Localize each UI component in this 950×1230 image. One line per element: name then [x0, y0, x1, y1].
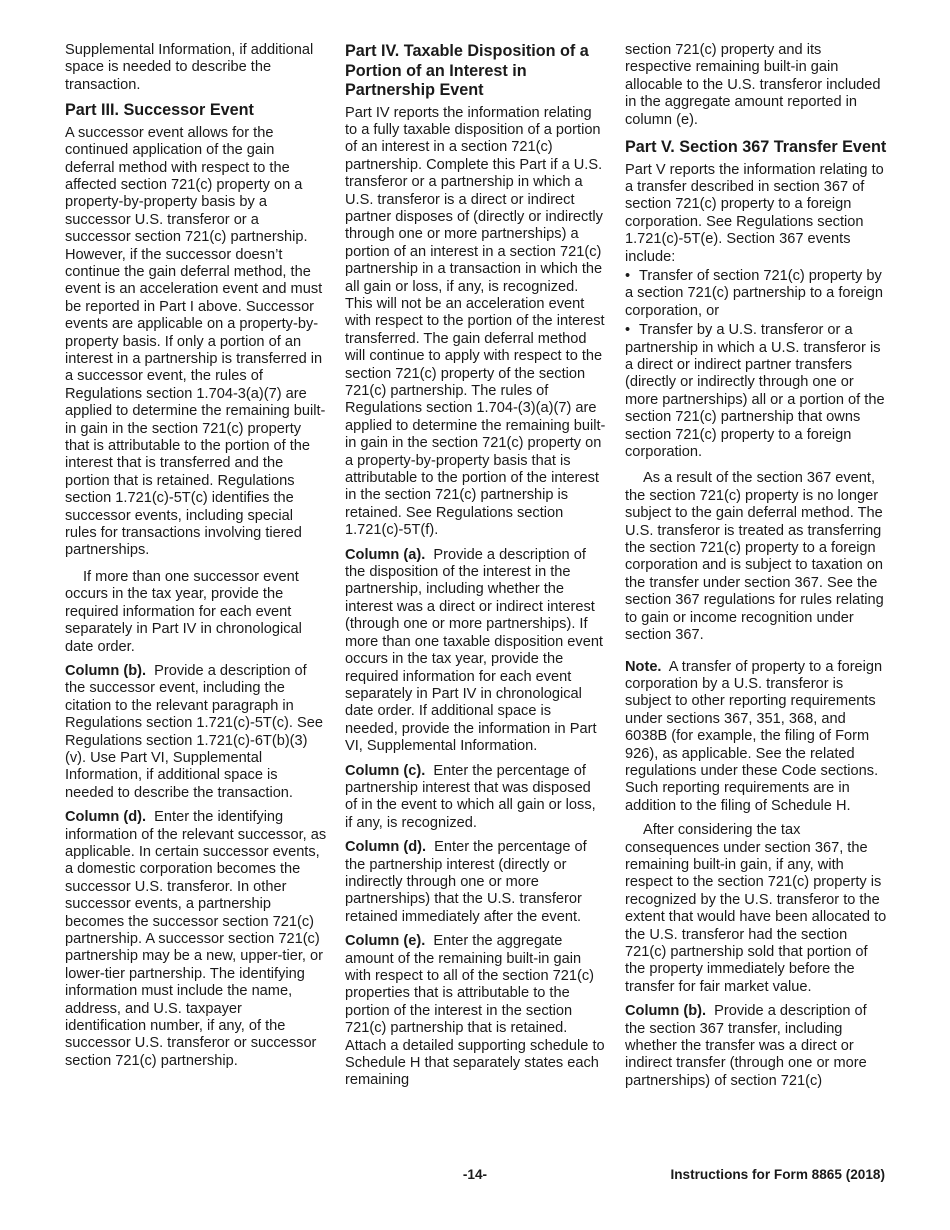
column-c-lead: Column (c).	[345, 762, 426, 779]
paragraph: A successor event allows for the continued application of the gain deferral method with respect to the affected section 721(c) property on a property-by-property basis by a successor U.S. transferor or a successor section 721(c) partnership. However, if the successor doesn’t continue the gain deferral method, the event is an acceleration event and must be reported in Part I above. Successor events are applicable on a property-by-property basis. If only a portion of an interest in a partnership is transferred in a successor event, the rules of Regulations section 1.704-3(a)(7) are applied to determine the remaining built-in gain in the section 721(c) property that is attributable to the portion of the interest that is transferred and the portion that is retained. Regulations section 1.721(c)-5T(c) identifies the successor events, including special rules for transactions involving tiered partnerships.	[65, 124, 326, 559]
column-b-text: Provide a description of the section 367 transfer, including whether the transfer was a direct or indirect transfer (through one or more partnerships) of section 721(c)	[625, 1003, 867, 1089]
bullet-item	[625, 322, 887, 461]
note-paragraph	[625, 659, 887, 816]
paragraph: Part V reports the information relating to a transfer described in section 367 of section 721(c) property to a foreign corporation. See Regulations section 1.721(c)-5T(e). Section 367 events include:	[625, 161, 884, 265]
column-2	[345, 42, 607, 1097]
column-b-lead: Column (b).	[65, 662, 147, 679]
column-b-lead: Column (b).	[625, 1003, 707, 1020]
paragraph: Supplemental Information, if additional space is needed to describe the transaction.	[65, 42, 314, 93]
column-b-paragraph	[65, 663, 327, 802]
column-e-paragraph	[345, 933, 607, 1090]
heading-part-v: Part V. Section 367 Transfer Event	[625, 138, 887, 157]
column-a-lead: Column (a).	[345, 546, 426, 563]
form-name: Instructions for Form 8865 (2018)	[670, 1167, 885, 1182]
column-c-paragraph	[345, 763, 607, 833]
column-a-paragraph	[345, 547, 607, 756]
bullet-text: Transfer by a U.S. transferor or a partnership in which a U.S. transferor is a direct or indirect partner transfers (directly or indirectly through one or more partnerships) all or a portion of the section 721(c) partnership that owns section 721(c) property to a foreign corporation.	[625, 322, 885, 461]
heading-part-iii: Part III. Successor Event	[65, 101, 254, 120]
note-text: A transfer of property to a foreign corporation by a U.S. transferor is subject to other reporting requirements under sections 367, 351, 368, and 6038B (for example, the filing of Form 926), as applicable. See the related regulations under these Code sections. Such reporting requirements are in addition to the filing of Schedule H.	[625, 658, 883, 814]
page-number: -14-	[462, 1167, 488, 1182]
column-d-text: Enter the identifying information of the relevant successor, as applicable. In certain successor events, a domestic corporation becomes the successor U.S. transferor. In other successor events, a partnership becomes the successor section 721(c) partnership. A successor section 721(c) partnership may be a new, upper-tier, or lower-tier partnership. The identifying information must include the name, address, and U.S. taxpayer identification number, if any, of the successor U.S. transferor or successor section 721(c) partnership.	[65, 809, 327, 1069]
column-b-paragraph	[625, 1003, 887, 1090]
column-1	[65, 42, 327, 1077]
column-d-lead: Column (d).	[345, 839, 427, 856]
paragraph: After considering the tax consequences under section 367, the remaining built-in gain, if any, with respect to the section 721(c) property is recognized by the U.S. transferor to the extent that would have been allocated to the U.S. transferor had the section 721(c) partnership sold that portion of the property immediately before the transfer for fair market value.	[625, 822, 887, 995]
column-3	[625, 42, 887, 1097]
column-e-text: Enter the aggregate amount of the remaining built-in gain with respect to all of the section 721(c) properties that is attributable to the portion of the interest in the section 721(c) partnership that is retained. Attach a detailed supporting schedule to Schedule H that separately states each remaining	[345, 933, 605, 1089]
heading-part-iv: Part IV. Taxable Disposition of a Portion of an Interest in Partnership Event	[345, 42, 589, 99]
paragraph: Part IV reports the information relating to a fully taxable disposition of a portion of an interest in a section 721(c) partnership. Complete this Part if a U.S. transferor or a partnership in which a U.S. transferor is a direct or indirect partner disposes of (directly or indirectly through one or more partnerships) a portion of an interest in a section 721(c) partnership in a transaction in which the all gain or loss, if any, is recognized. This will not be an acceleration event with respect to the portion of the interest transferred. The gain deferral method will continue to apply with respect to the section 721(c) property of the section 721(c) partnership. The rules of Regulations section 1.704-(3)(a)(7) are applied to determine the remaining built-in gain in the section 721(c) property on a property-by-property basis that is attributable to the portion of the interest in the section 721(c) partnership is retained. See Regulations section 1.721(c)-5T(f).	[345, 104, 606, 539]
column-d-text: Enter the percentage of the partnership interest (directly or indirectly through one or more partnerships) that the U.S. transferor retained immediately after the event.	[345, 839, 587, 925]
bullet-icon: •	[625, 267, 631, 284]
column-d-paragraph	[345, 839, 607, 926]
bullet-icon: •	[625, 322, 631, 339]
column-d-lead: Column (d).	[65, 809, 147, 826]
note-lead: Note.	[625, 658, 662, 675]
paragraph: If more than one successor event occurs in the tax year, provide the required information for each event separately in Part IV in chronological date order.	[65, 568, 302, 655]
paragraph: As a result of the section 367 event, the section 721(c) property is no longer subject to the gain deferral method. The U.S. transferor is treated as transferring the section 721(c) property to a foreign corporation and is subject to taxation on the transfer under section 367. See the section 367 regulations for rules relating to gain or income recognition under section 367.	[625, 470, 884, 644]
bullet-item	[625, 268, 887, 320]
column-e-lead: Column (e).	[345, 933, 426, 950]
paragraph: section 721(c) property and its respective remaining built-in gain allocable to the U.S. transferor included in the aggregate amount reported in column (e).	[625, 42, 881, 128]
bullet-text: Transfer of section 721(c) property by a section 721(c) partnership to a foreign corporation, or	[625, 267, 883, 319]
column-a-text: Provide a description of the disposition of the interest in the partnership, including whether the interest was a direct or indirect interest (through one or more partnerships). If more than one taxable disposition event occurs in the tax year, provide the required information for each event separately in Part IV in chronological date order. If additional space is needed, provide the information in Part VI, Supplemental Information.	[345, 546, 603, 755]
column-b-text: Provide a description of the successor event, including the citation to the relevant paragraph in Regulations section 1.721(c)-5T(c). See Regulations section 1.721(c)-6T(b)(3)(v). Use Part VI, Supplemental Information, if additional space is needed to describe the transaction.	[65, 662, 323, 801]
column-d-paragraph	[65, 809, 327, 1070]
column-c-text: Enter the percentage of partnership interest that was disposed of in the event to which all gain or loss, if any, is recognized.	[345, 762, 596, 831]
